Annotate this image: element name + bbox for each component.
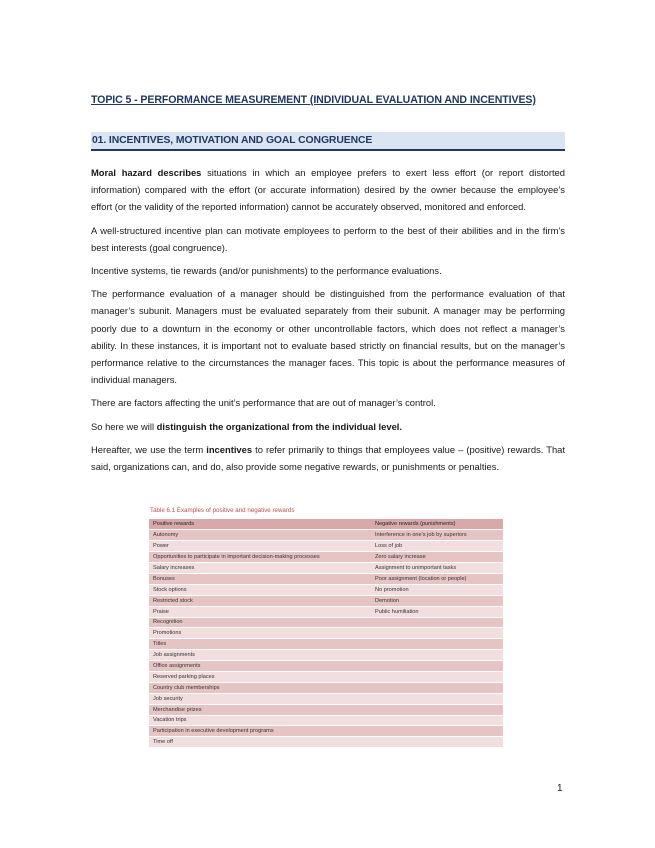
paragraph-text: Hereafter, we use the term	[91, 443, 207, 455]
table-row	[149, 671, 503, 682]
negative-reward-cell	[371, 639, 503, 650]
negative-reward-cell: Public humiliation	[371, 606, 503, 617]
positive-reward-cell: Reserved parking places	[149, 671, 371, 682]
negative-reward-cell	[371, 693, 503, 704]
table-row	[149, 693, 503, 704]
paragraph-moral-hazard	[91, 164, 565, 216]
positive-reward-cell: Promotions	[149, 628, 371, 639]
negative-reward-cell: No promotion	[371, 584, 503, 595]
bold-term: Moral hazard describes	[91, 167, 202, 178]
positive-reward-cell: Opportunities to participate in important decision-making processes	[149, 552, 371, 563]
negative-reward-cell: Loss of job	[371, 541, 503, 552]
rewards-table	[149, 519, 503, 748]
positive-reward-cell: Merchandise prizes	[149, 704, 371, 715]
positive-reward-cell: Job assignments	[149, 650, 371, 661]
paragraph-incentives-definition	[91, 441, 565, 475]
table-row	[149, 737, 503, 748]
negative-reward-cell	[371, 704, 503, 715]
negative-reward-cell	[371, 715, 503, 726]
table-row	[149, 617, 503, 628]
table-row	[149, 530, 503, 541]
table-row	[149, 661, 503, 672]
negative-reward-cell	[371, 650, 503, 661]
positive-reward-cell: Office assignments	[149, 661, 371, 672]
paragraph-factors: There are factors affecting the unit’s performance that are out of manager’s control.	[91, 397, 436, 409]
negative-reward-cell	[371, 671, 503, 682]
table-row	[149, 573, 503, 584]
table-row	[149, 682, 503, 693]
positive-reward-cell: Autonomy	[149, 530, 371, 541]
section-heading-bar	[91, 132, 565, 151]
paragraph-distinguish	[91, 418, 565, 435]
negative-reward-cell: Demotion	[371, 595, 503, 606]
positive-reward-cell: Vacation trips	[149, 715, 371, 726]
table-header-row	[149, 519, 503, 530]
positive-reward-cell: Salary increases	[149, 563, 371, 574]
paragraph-text: situations in which an employee prefers to exert less effort (or report distorted information) compared with the effort (or accurate information) desired by the owner because the employee’s effort (or the validity of the reported information) cannot be accurately observed, monitored and enforced.	[91, 167, 565, 213]
table-row	[149, 639, 503, 650]
positive-reward-cell: Country club memberships	[149, 682, 371, 693]
positive-reward-cell: Job security	[149, 693, 371, 704]
body-text	[91, 164, 565, 481]
positive-reward-cell: Time off	[149, 737, 371, 748]
positive-reward-cell: Restricted stock	[149, 595, 371, 606]
table-row	[149, 650, 503, 661]
positive-reward-cell: Titles	[149, 639, 371, 650]
paragraph-incentive-systems: Incentive systems, tie rewards (and/or punishments) to the performance evaluations.	[91, 265, 442, 277]
positive-reward-cell: Stock options	[149, 584, 371, 595]
paragraph-text: to refer primarily to things that employees value – (positive) rewards. That said, organizations can, and do, also provide some negative rewards, or punishments or penalties.	[91, 443, 565, 473]
table-row	[149, 606, 503, 617]
page-title: TOPIC 5 - PERFORMANCE MEASUREMENT (INDIVIDUAL EVALUATION AND INCENTIVES)	[91, 94, 536, 106]
table-row	[149, 595, 503, 606]
negative-reward-cell	[371, 628, 503, 639]
negative-reward-cell	[371, 682, 503, 693]
paragraph-incentive-plan: A well-structured incentive plan can motivate employees to perform to the best of their abilities and in the firm’s best interests (goal congruence).	[91, 224, 565, 253]
positive-reward-cell: Bonuses	[149, 573, 371, 584]
section-heading: 01. INCENTIVES, MOTIVATION AND GOAL CONGRUENCE	[92, 135, 373, 146]
negative-reward-cell	[371, 726, 503, 737]
table-row	[149, 563, 503, 574]
negative-reward-cell	[371, 617, 503, 628]
table-row	[149, 715, 503, 726]
negative-reward-cell	[371, 737, 503, 748]
negative-reward-cell	[371, 661, 503, 672]
table-row	[149, 541, 503, 552]
bold-term: incentives	[206, 443, 253, 455]
table-row	[149, 552, 503, 563]
positive-reward-cell: Participation in executive development programs	[149, 726, 371, 737]
table-caption: Table 6.1 Examples of positive and negative rewards	[150, 507, 295, 514]
paragraph-text: So here we will	[91, 420, 157, 432]
negative-reward-cell: Interference in one’s job by superiors	[371, 530, 503, 541]
table-row	[149, 726, 503, 737]
table-row	[149, 628, 503, 639]
table-row	[149, 704, 503, 715]
negative-reward-cell: Poor assignment (location or people)	[371, 573, 503, 584]
paragraph-manager-evaluation: The performance evaluation of a manager should be distinguished from the performance evaluation of that manager’s subunit. Managers must be evaluated separately from their subunit. A manager may be performing poorly due to a downturn in the economy or other uncontrollable factors, which does not reflect a manager’s ability. In these instances, it is important not to evaluate based strictly on financial results, but on the manager’s performance relative to the circumstances the manager faces. This topic is about the performance measures of individual managers.	[91, 288, 565, 386]
column-header-negative: Negative rewards (punishments)	[371, 519, 503, 530]
positive-reward-cell: Power	[149, 541, 371, 552]
bold-phrase: distinguish the organizational from the individual level.	[156, 420, 402, 432]
negative-reward-cell: Assignment to unimportant tasks	[371, 563, 503, 574]
negative-reward-cell: Zero salary increase	[371, 552, 503, 563]
table-row	[149, 584, 503, 595]
positive-reward-cell: Praise	[149, 606, 371, 617]
page-number: 1	[557, 783, 563, 794]
positive-reward-cell: Recognition	[149, 617, 371, 628]
column-header-positive: Positive rewards	[149, 519, 371, 530]
